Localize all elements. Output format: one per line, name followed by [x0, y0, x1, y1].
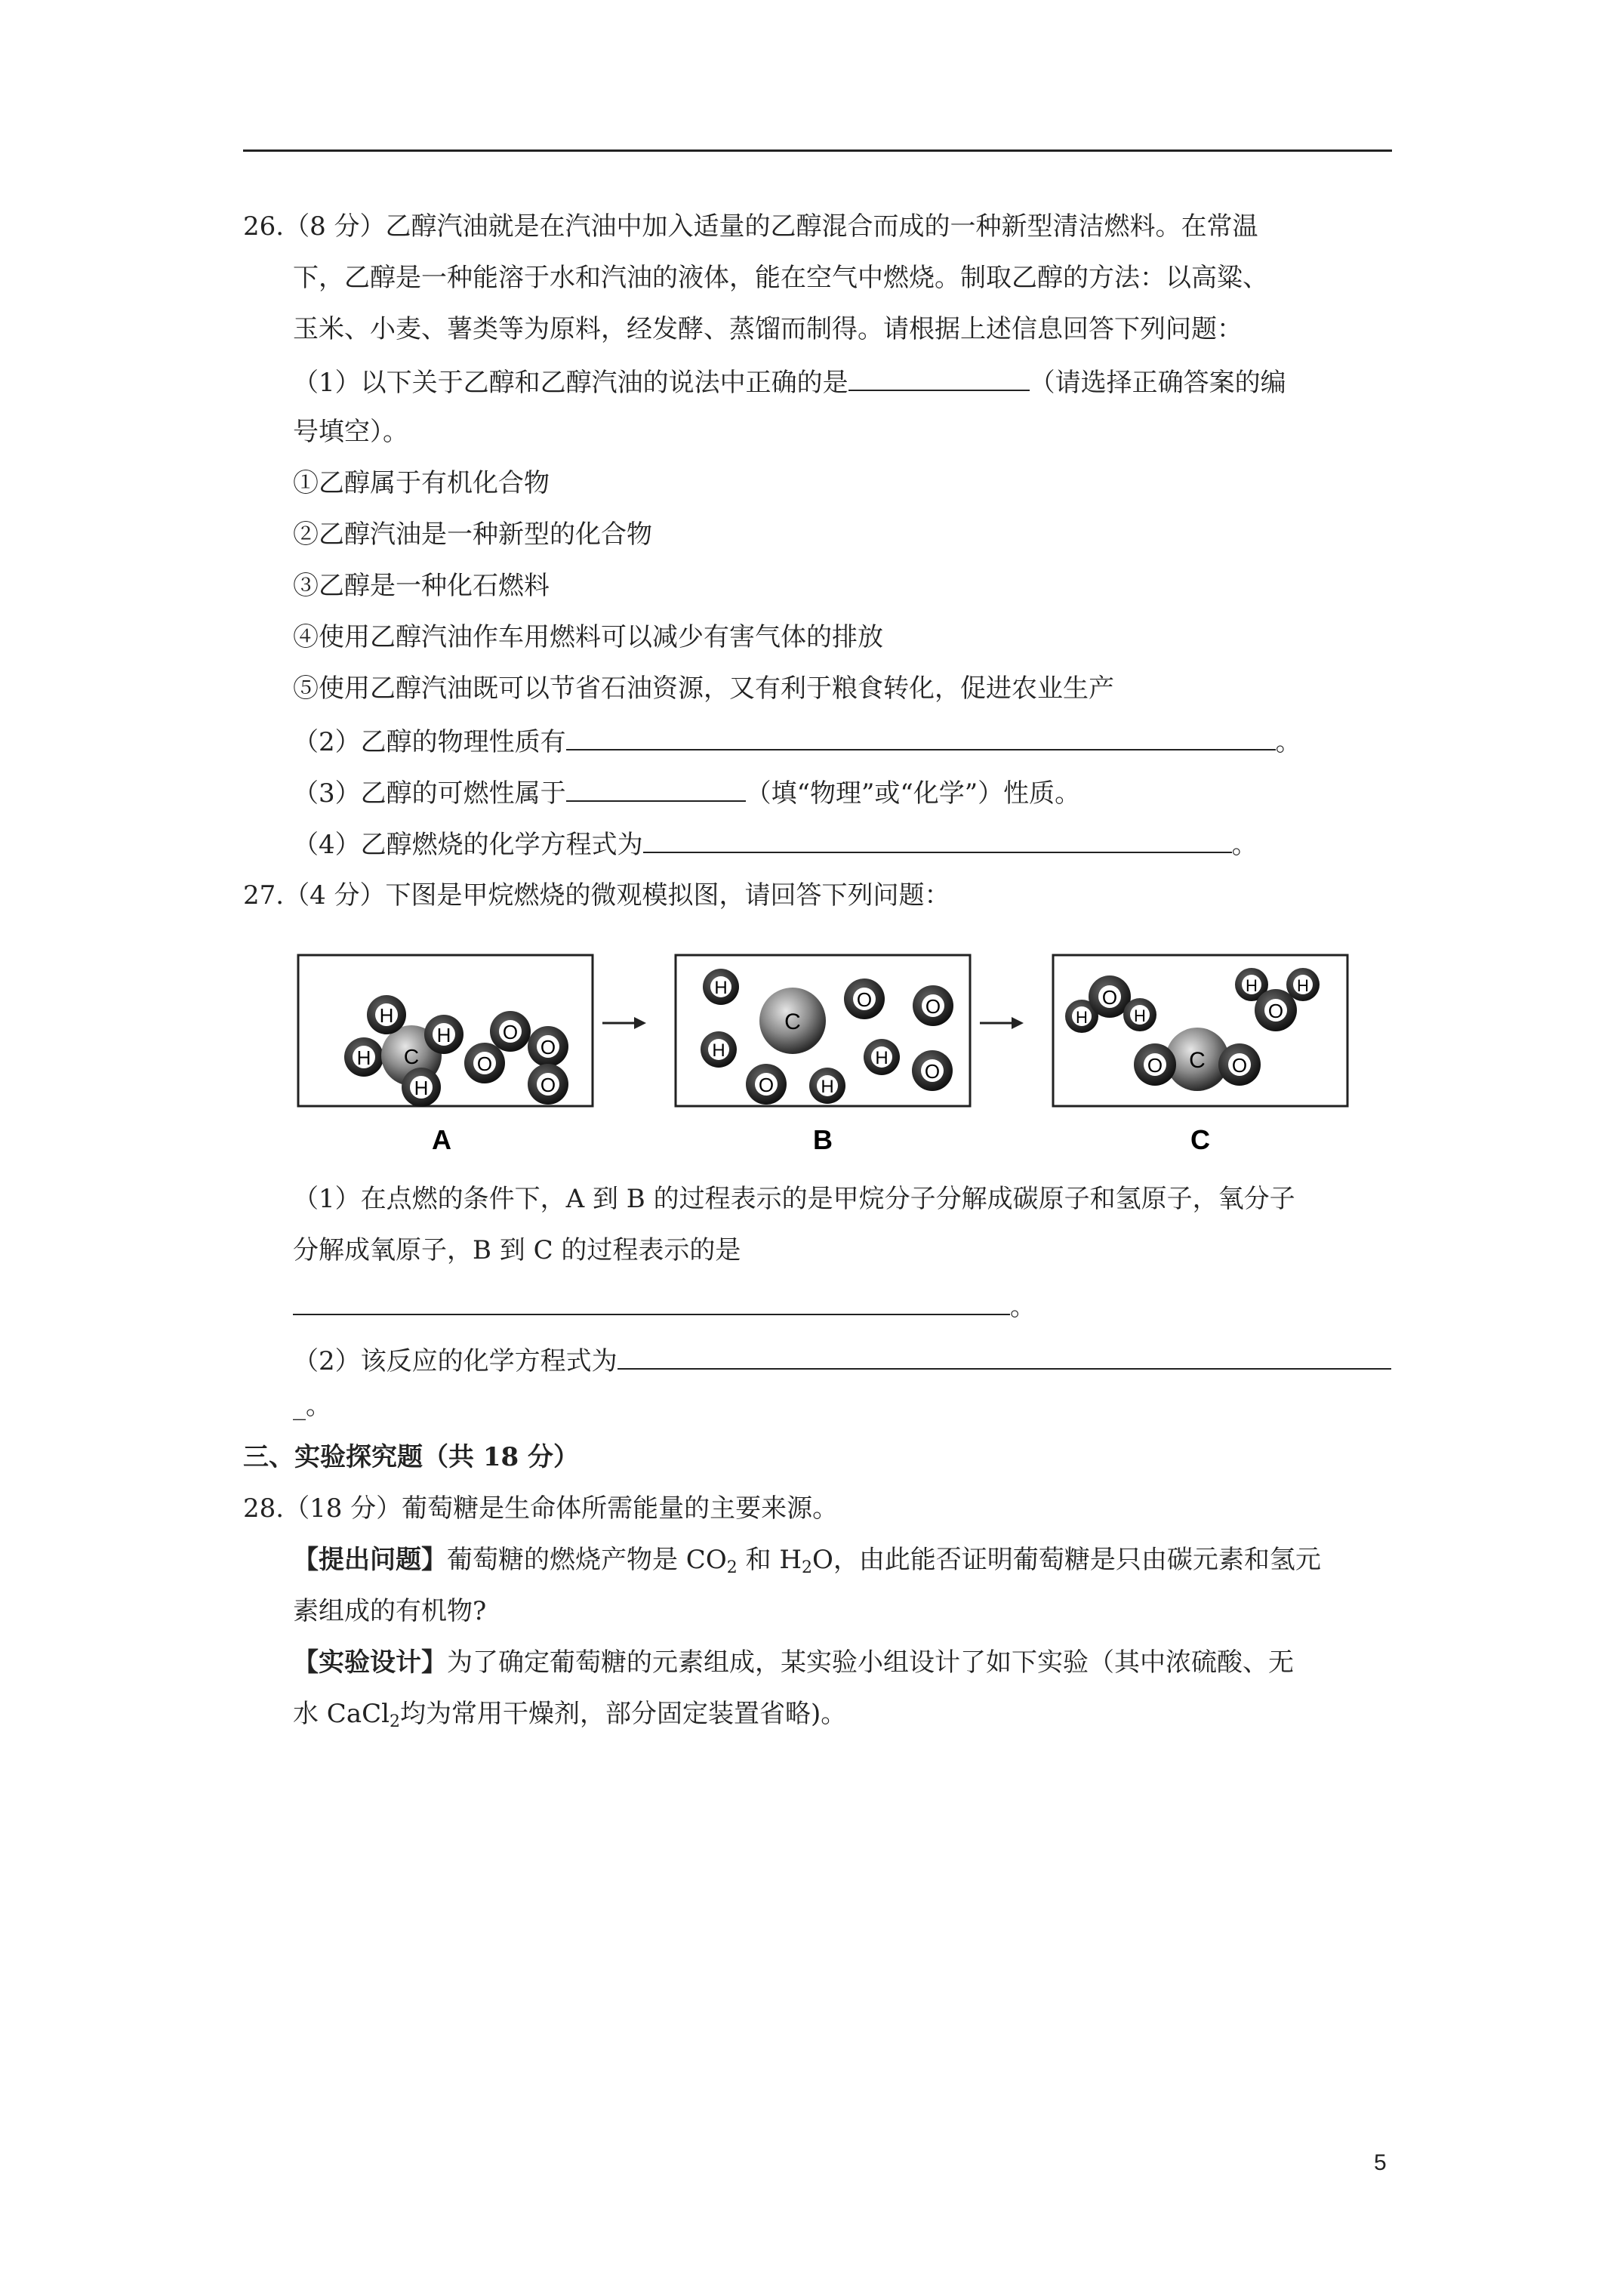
- svg-text:H: H: [875, 1048, 888, 1068]
- q26-option-3: ③乙醇是一种化石燃料: [293, 571, 550, 601]
- svg-text:O: O: [1147, 1054, 1163, 1077]
- q27-sub2-text: （2）该反应的化学方程式为: [293, 1346, 617, 1376]
- q26-line-1: 26.（8 分）乙醇汽油就是在汽油中加入适量的乙醇混合而成的一种新型清洁燃料。在常温: [243, 211, 1258, 242]
- svg-text:H: H: [436, 1024, 451, 1046]
- oxygen-molecule: [464, 1011, 531, 1083]
- answer-blank: [617, 1342, 1391, 1370]
- q28-design-line-2: 水 CaCl$_2$均为常用干燥剂，部分固定装置省略)。: [293, 1699, 847, 1731]
- svg-text:O: O: [476, 1052, 493, 1075]
- answer-blank: [293, 1288, 1010, 1315]
- q27-sub1-line-1: （1）在点燃的条件下，A 到 B 的过程表示的是甲烷分子分解成碳原子和氢原子，氧分子: [293, 1184, 1295, 1214]
- q28-ask-line-2: 素组成的有机物?: [293, 1596, 487, 1626]
- q26-option-4: ④使用乙醇汽油作车用燃料可以减少有害气体的排放: [293, 622, 883, 652]
- q26-sub2-tail: 。: [1275, 727, 1301, 757]
- svg-text:O: O: [856, 988, 873, 1011]
- q26-sub3-tail: （填“物理”或“化学”）性质。: [745, 778, 1081, 809]
- q26-sub4-tail: 。: [1231, 830, 1258, 860]
- separated-atoms: [701, 969, 953, 1105]
- q26-sub3: [293, 775, 1080, 810]
- q26-sub1-text: （1）以下关于乙醇和乙醇汽油的说法中正确的是: [293, 368, 848, 398]
- q27-sub2-tail: _。: [293, 1391, 331, 1421]
- svg-text:O: O: [502, 1021, 519, 1043]
- svg-text:H: H: [356, 1046, 371, 1069]
- q27-sub1-line-2: 分解成氧原子，B 到 C 的过程表示的是: [293, 1235, 741, 1265]
- q26-sub2-text: （2）乙醇的物理性质有: [293, 727, 566, 757]
- q28-design: 【实验设计】为了确定葡萄糖的元素组成，某实验小组设计了如下实验（其中浓硫酸、无: [293, 1647, 1294, 1678]
- q26-option-2: ②乙醇汽油是一种新型的化合物: [293, 519, 652, 550]
- q26-option-5: ⑤使用乙醇汽油既可以节省石油资源，又有利于粮食转化，促进农业生产: [293, 673, 1114, 704]
- q26-sub4: [293, 826, 1258, 861]
- q27-sub2: [293, 1342, 1391, 1378]
- panel-b-label: B: [813, 1124, 833, 1155]
- svg-text:O: O: [1231, 1054, 1248, 1077]
- panel-c-label: C: [1190, 1124, 1210, 1155]
- methane-combustion-diagram: [294, 951, 1351, 1155]
- answer-blank: [566, 723, 1276, 750]
- svg-text:H: H: [1076, 1008, 1088, 1027]
- svg-text:O: O: [924, 1060, 941, 1083]
- q26-sub3-text: （3）乙醇的可燃性属于: [293, 778, 566, 809]
- svg-text:O: O: [1101, 986, 1118, 1009]
- carbon-dioxide-molecule: [1134, 1028, 1261, 1091]
- page-number: 5: [1374, 2150, 1387, 2175]
- svg-text:O: O: [540, 1074, 556, 1096]
- q28-ask: 【提出问题】葡萄糖的燃烧产物是 $CO_2$ 和 $H_2O$，由此能否证明葡萄糖是只由碳元素和氢元: [293, 1545, 1321, 1577]
- q26-sub2: [293, 723, 1301, 759]
- arrow-right-icon: [980, 1017, 1024, 1029]
- svg-text:H: H: [379, 1004, 394, 1027]
- answer-blank: [643, 826, 1232, 853]
- q26-line-2: 下，乙醇是一种能溶于水和汽油的液体，能在空气中燃烧。制取乙醇的方法：以高粱、: [293, 263, 1268, 293]
- q27-sub1-tail: 。: [1010, 1292, 1036, 1322]
- svg-text:H: H: [821, 1077, 834, 1097]
- q26-sub4-text: （4）乙醇燃烧的化学方程式为: [293, 830, 643, 860]
- ask-label: 【提出问题】: [293, 1545, 447, 1575]
- svg-text:H: H: [414, 1077, 429, 1099]
- header-rule: [243, 149, 1392, 152]
- q27-sub1-line-3: [293, 1288, 1036, 1324]
- svg-text:O: O: [1267, 1000, 1284, 1022]
- q26-line-3: 玉米、小麦、薯类等为原料，经发酵、蒸馏而制得。请根据上述信息回答下列问题：: [293, 314, 1243, 344]
- svg-text:C: C: [784, 1009, 801, 1034]
- q26-sub1-cont: 号填空）。: [293, 417, 408, 447]
- design-label: 【实验设计】: [293, 1647, 447, 1678]
- q27-line-1: 27.（4 分）下图是甲烷燃烧的微观模拟图，请回答下列问题：: [243, 880, 950, 911]
- answer-blank: [848, 364, 1030, 391]
- q26-sub1-tail: （请选择正确答案的编: [1029, 368, 1286, 398]
- panel-a-label: A: [432, 1124, 451, 1155]
- arrow-right-icon: [602, 1017, 646, 1029]
- water-molecule: [1065, 975, 1156, 1033]
- svg-text:O: O: [540, 1036, 556, 1059]
- answer-blank: [566, 775, 746, 802]
- svg-text:H: H: [714, 978, 728, 998]
- water-molecule: [1235, 968, 1320, 1031]
- methane-molecule: [344, 995, 463, 1107]
- svg-text:C: C: [1189, 1048, 1206, 1073]
- svg-text:H: H: [1246, 976, 1258, 995]
- svg-text:C: C: [403, 1045, 420, 1068]
- q26-sub1: [293, 364, 1286, 399]
- q26-option-1: ①乙醇属于有机化合物: [293, 468, 550, 498]
- oxygen-molecule: [528, 1026, 568, 1105]
- section-3-title: 三、实验探究题（共 18 分）: [243, 1442, 579, 1472]
- svg-text:H: H: [1134, 1006, 1146, 1025]
- svg-text:H: H: [1297, 976, 1309, 995]
- svg-text:O: O: [758, 1074, 775, 1096]
- svg-text:H: H: [712, 1040, 725, 1061]
- q28-line-1: 28.（18 分）葡萄糖是生命体所需能量的主要来源。: [243, 1493, 839, 1524]
- svg-text:O: O: [925, 995, 941, 1018]
